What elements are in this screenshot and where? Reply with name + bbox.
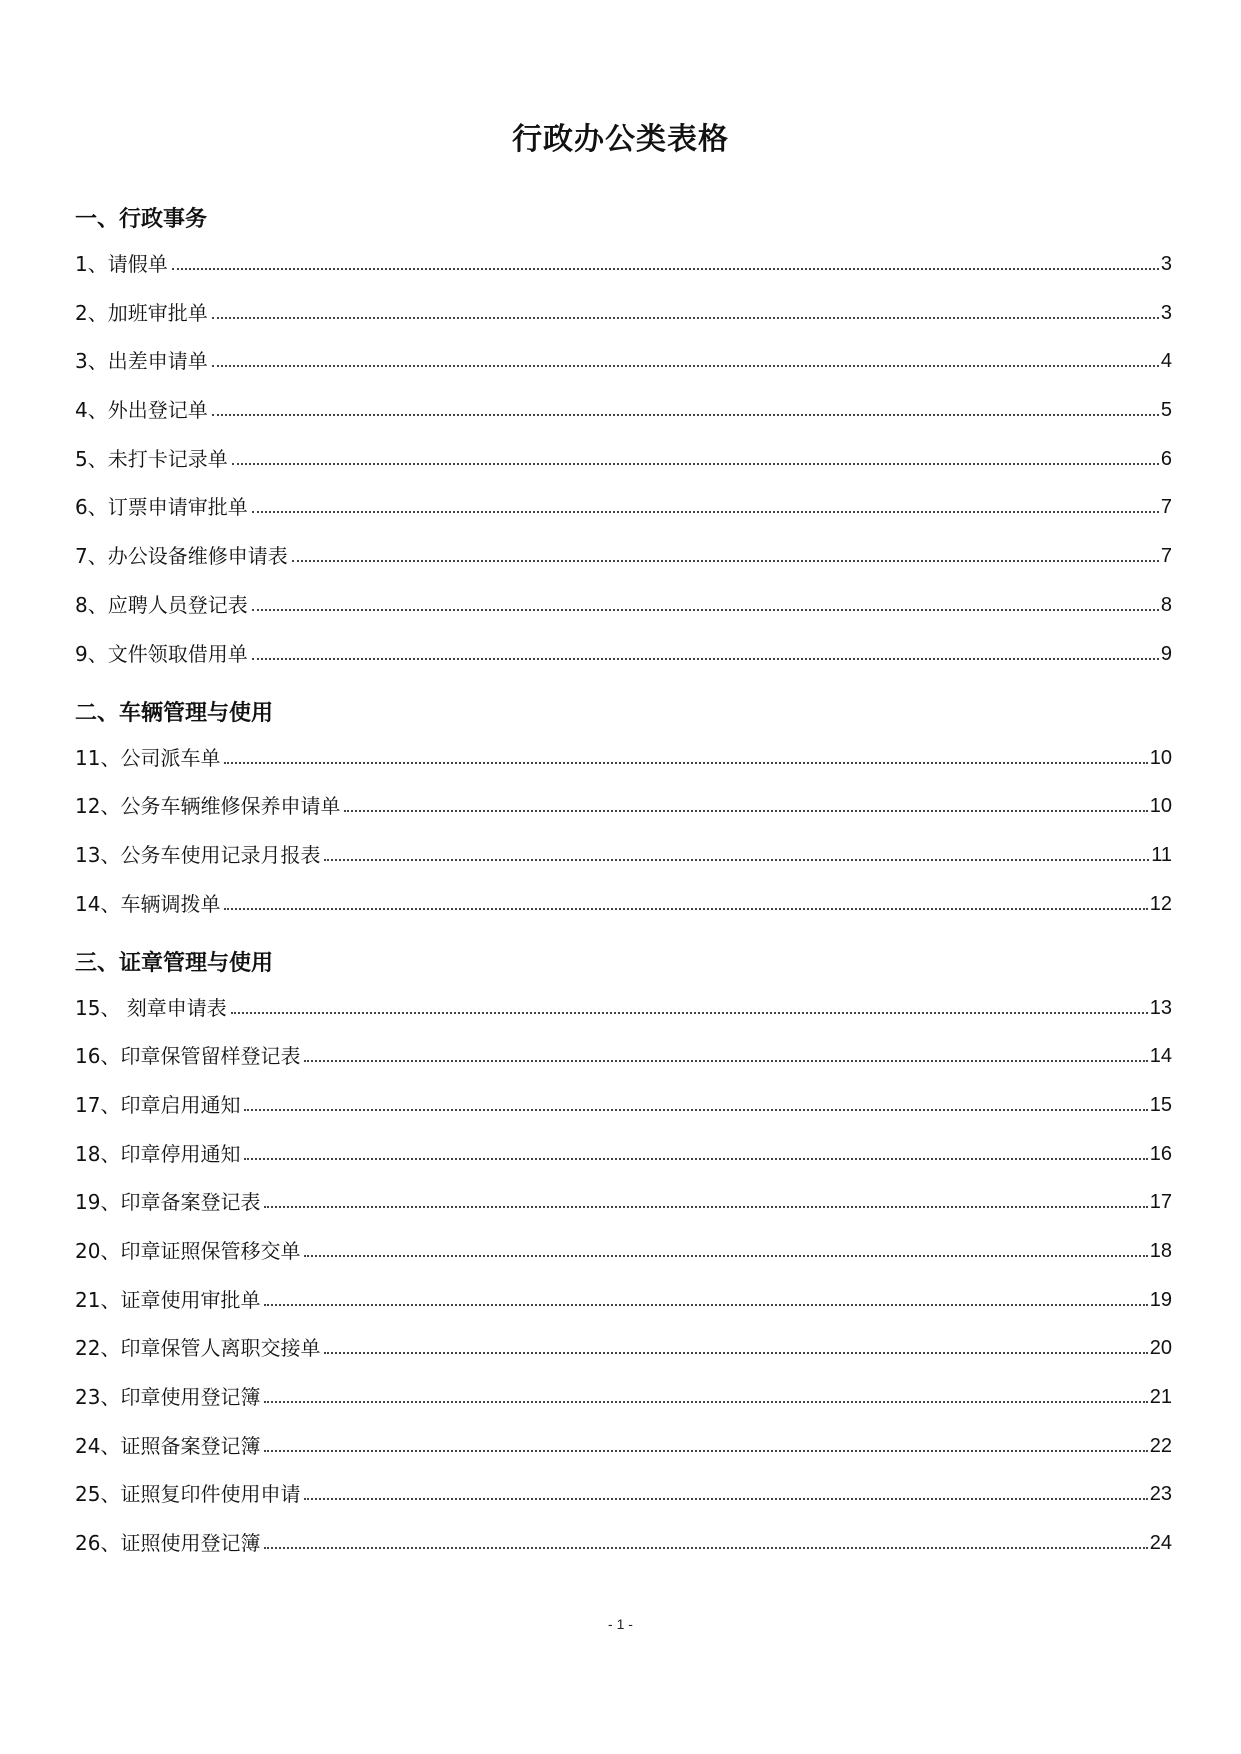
toc-entry[interactable] xyxy=(75,1506,1172,1555)
toc-page-number: 17 xyxy=(1149,1191,1172,1214)
section-heading: 一、行政事务 xyxy=(75,207,208,232)
toc-page-number: 13 xyxy=(1149,996,1172,1019)
dot-leader xyxy=(172,268,1159,270)
toc-page-number: 4 xyxy=(1160,350,1172,373)
toc-entry-list xyxy=(75,234,1172,666)
toc-entry-label: 11、公司派车单 xyxy=(75,745,221,770)
dot-leader xyxy=(231,1012,1148,1014)
dot-leader xyxy=(264,1450,1147,1452)
dot-leader xyxy=(344,810,1147,812)
toc-page-number: 21 xyxy=(1149,1386,1172,1409)
toc-page-number: 15 xyxy=(1149,1093,1172,1116)
toc-entry[interactable] xyxy=(75,867,1172,916)
toc-entry-label: 1、请假单 xyxy=(75,252,168,276)
toc-page-number: 10 xyxy=(1149,795,1172,818)
toc-entry-label: 12、公务车辆维修保养申请单 xyxy=(75,794,341,819)
toc-entry-label: 3、出差申请单 xyxy=(75,349,208,374)
toc-entry[interactable] xyxy=(75,234,1172,276)
toc-page-number: 24 xyxy=(1149,1532,1172,1555)
toc-entry-label: 4、外出登记单 xyxy=(75,398,208,423)
toc-page-number: 23 xyxy=(1149,1483,1172,1506)
toc-page-number: 7 xyxy=(1160,545,1172,568)
dot-leader xyxy=(304,1255,1147,1257)
toc-entry-label: 22、印章保管人离职交接单 xyxy=(75,1336,321,1361)
toc-entry-label: 8、应聘人员登记表 xyxy=(75,592,248,617)
dot-leader xyxy=(212,317,1159,319)
toc-entry-label: 9、文件领取借用单 xyxy=(75,641,248,666)
dot-leader xyxy=(324,859,1149,861)
toc-page-number: 3 xyxy=(1160,301,1172,324)
toc-entry[interactable] xyxy=(75,1312,1172,1361)
dot-leader xyxy=(224,762,1147,764)
toc-entry[interactable] xyxy=(75,325,1172,374)
toc-entry-label: 14、车辆调拨单 xyxy=(75,891,221,916)
toc-page-number: 20 xyxy=(1149,1337,1172,1360)
toc-entry[interactable] xyxy=(75,1166,1172,1215)
toc-entry[interactable] xyxy=(75,617,1172,666)
toc-entry[interactable] xyxy=(75,818,1172,867)
toc-page-number: 14 xyxy=(1149,1045,1172,1068)
toc-entry[interactable] xyxy=(75,1020,1172,1069)
toc-entry[interactable] xyxy=(75,728,1172,770)
toc-entry-label: 17、印章启用通知 xyxy=(75,1092,241,1117)
section-heading: 三、证章管理与使用 xyxy=(75,950,274,976)
toc-entry-label: 20、印章证照保管移交单 xyxy=(75,1239,301,1263)
dot-leader xyxy=(324,1352,1147,1354)
toc-page-number: 18 xyxy=(1149,1240,1172,1262)
dot-leader xyxy=(304,1498,1147,1500)
toc-entry-label: 26、证照使用登记簿 xyxy=(75,1531,261,1556)
toc-entry-label: 24、证照备案登记簿 xyxy=(75,1433,261,1458)
toc-entry[interactable] xyxy=(75,276,1172,325)
toc-entry-label: 2、加班审批单 xyxy=(75,300,208,325)
toc-section xyxy=(75,206,1172,666)
dot-leader xyxy=(244,1109,1147,1111)
toc-entry[interactable] xyxy=(75,1458,1172,1507)
toc-page-number: 6 xyxy=(1160,447,1172,470)
toc-page-number: 5 xyxy=(1160,399,1172,422)
toc-section xyxy=(75,950,1172,1556)
toc-entry[interactable] xyxy=(75,422,1172,471)
toc-entry-list xyxy=(75,728,1172,916)
toc-entry[interactable] xyxy=(75,770,1172,819)
dot-leader xyxy=(264,1547,1147,1549)
toc-page-number: 16 xyxy=(1149,1142,1172,1165)
dot-leader xyxy=(264,1304,1147,1306)
document-title: 行政办公类表格 xyxy=(512,122,729,157)
dot-leader xyxy=(244,1158,1147,1160)
toc-page-number: 10 xyxy=(1149,746,1172,769)
toc-entry[interactable] xyxy=(75,1117,1172,1166)
toc-entry-label: 21、证章使用审批单 xyxy=(75,1287,261,1312)
toc-page-number: 3 xyxy=(1160,253,1172,275)
dot-leader xyxy=(212,365,1159,367)
toc-page-number: 12 xyxy=(1149,892,1172,915)
dot-leader xyxy=(264,1206,1147,1208)
toc-entry[interactable] xyxy=(75,373,1172,422)
toc-entry[interactable] xyxy=(75,568,1172,617)
toc-entry-label: 19、印章备案登记表 xyxy=(75,1190,261,1215)
toc-entry-label: 7、办公设备维修申请表 xyxy=(75,544,288,569)
toc-entry[interactable] xyxy=(75,1214,1172,1263)
toc-page-number: 11 xyxy=(1151,843,1172,866)
dot-leader xyxy=(264,1401,1147,1403)
toc-entry-label: 23、印章使用登记簿 xyxy=(75,1385,261,1410)
dot-leader xyxy=(224,908,1147,910)
table-of-contents xyxy=(75,206,1172,1555)
dot-leader xyxy=(292,560,1159,562)
toc-entry-label: 15、 刻章申请表 xyxy=(75,995,227,1020)
toc-entry[interactable] xyxy=(75,1409,1172,1458)
toc-entry-label: 13、公务车使用记录月报表 xyxy=(75,842,321,867)
toc-page-number: 9 xyxy=(1160,642,1172,665)
dot-leader xyxy=(252,609,1159,611)
toc-entry-label: 25、证照复印件使用申请 xyxy=(75,1482,301,1507)
page-number-footer: - 1 - xyxy=(608,1616,633,1632)
toc-entry-label: 18、印章停用通知 xyxy=(75,1141,241,1166)
dot-leader xyxy=(252,511,1159,513)
toc-entry[interactable] xyxy=(75,519,1172,568)
toc-entry-label: 16、印章保管留样登记表 xyxy=(75,1044,301,1069)
dot-leader xyxy=(304,1060,1147,1062)
toc-entry[interactable] xyxy=(75,1068,1172,1117)
toc-entry[interactable] xyxy=(75,471,1172,520)
toc-entry-list xyxy=(75,978,1172,1556)
toc-page-number: 22 xyxy=(1149,1434,1172,1457)
toc-entry[interactable] xyxy=(75,978,1172,1020)
dot-leader xyxy=(212,414,1159,416)
toc-entry[interactable] xyxy=(75,1360,1172,1409)
toc-page-number: 19 xyxy=(1149,1288,1172,1311)
toc-page-number: 7 xyxy=(1160,496,1172,519)
toc-page-number: 8 xyxy=(1160,593,1172,616)
toc-entry[interactable] xyxy=(75,1263,1172,1312)
dot-leader xyxy=(232,463,1159,465)
toc-section xyxy=(75,700,1172,916)
toc-entry-label: 5、未打卡记录单 xyxy=(75,446,228,471)
dot-leader xyxy=(252,658,1159,660)
section-heading: 二、车辆管理与使用 xyxy=(75,700,274,726)
toc-entry-label: 6、订票申请审批单 xyxy=(75,495,248,520)
